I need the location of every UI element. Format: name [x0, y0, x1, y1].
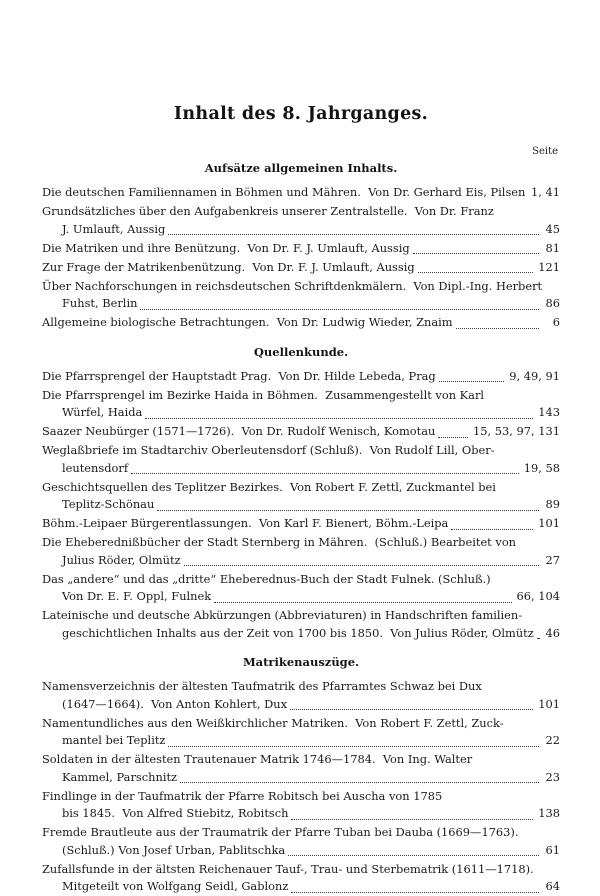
entry-text: Über Nachforschungen in reichsdeutschen Schriftdenkmälern. Von Dipl.-Ing. Herbert: [42, 278, 543, 293]
entry-page-number: 64: [545, 879, 560, 893]
entry-text: mantel bei Teplitz: [62, 733, 166, 747]
dot-leader: [448, 520, 536, 533]
entry-line: [42, 678, 560, 696]
entry-line: [42, 240, 560, 258]
list-item[interactable]: [42, 571, 560, 606]
entry-line: [42, 571, 560, 589]
dot-leader: [472, 756, 542, 769]
entry-page-number: 27: [545, 552, 560, 567]
dot-leader: [525, 189, 529, 202]
entry-page-number: 46: [545, 625, 560, 640]
entry-line: [42, 423, 560, 441]
entry-line: [42, 479, 560, 497]
dot-leader: [287, 700, 536, 713]
list-item[interactable]: [42, 203, 560, 238]
list-item[interactable]: [42, 479, 560, 514]
entry-text: Würfel, Haida: [62, 405, 143, 419]
entry-page-number: 15, 53, 97, 131: [473, 424, 560, 438]
dot-leader: [154, 501, 542, 514]
entry-page-number: 89: [545, 497, 560, 511]
list-item[interactable]: [42, 184, 560, 202]
entry-text: Allgemeine biologische Betrachtungen. Von Dr. Ludwig Wieder, Znaim: [42, 315, 453, 329]
list-item[interactable]: [42, 240, 560, 258]
dot-leader: [504, 719, 542, 732]
entry-list: [42, 368, 560, 643]
dot-leader: [495, 447, 542, 460]
entry-line: [42, 715, 560, 733]
entry-line: [42, 805, 560, 823]
entry-text: Zufallsfunde in der ältsten Reichenauer Tauf-, Trau- und Sterbematrik (1611—1718).: [42, 861, 534, 876]
entry-page-number: 101: [538, 696, 560, 711]
entry-text: Weglaßbriefe im Stadtarchiv Oberleutensdorf (Schluß). Von Rudolf Lill, Ober-: [42, 443, 495, 457]
dot-leader: [522, 612, 542, 625]
entry-page-number: 6: [552, 315, 560, 329]
entry-text: Soldaten in der ältesten Trautenauer Matrik 1746—1784. Von Ing. Walter: [42, 752, 473, 766]
dot-leader: [491, 575, 542, 588]
page-column-label: Seite: [532, 146, 558, 157]
dot-leader: [142, 409, 536, 422]
entry-text: Namensverzeichnis der ältesten Taufmatrik des Pfarramtes Schwaz bei Dux: [42, 679, 482, 693]
entry-page-number: 138: [538, 806, 560, 820]
dot-leader: [288, 810, 536, 823]
dot-leader: [410, 244, 542, 257]
dot-leader: [177, 773, 542, 786]
list-item[interactable]: [42, 423, 560, 441]
entry-line: [42, 824, 560, 842]
dot-leader: [442, 792, 542, 805]
table-of-contents: [42, 161, 560, 896]
entry-text: Böhm.-Leipaer Bürgerentlassungen. Von Karl F. Bienert, Böhm.-Leipa: [42, 516, 449, 530]
dot-leader: [415, 263, 537, 276]
entry-text: Die deutschen Familiennamen in Böhmen und Mähren. Von Dr. Gerhard Eis, Pilsen: [42, 185, 526, 199]
dot-leader: [211, 593, 514, 606]
list-item[interactable]: [42, 387, 560, 422]
entry-text: Die Eheberednißbücher der Stadt Sternberg in Mähren. (Schluß.) Bearbeitet von: [42, 535, 517, 549]
entry-text: Das „andere“ und das „dritte“ Eheberednus-Buch der Stadt Fulnek. (Schluß.): [42, 571, 491, 586]
list-item[interactable]: [42, 861, 560, 896]
dot-leader: [128, 464, 522, 477]
entry-page-number: 121: [538, 259, 560, 274]
entry-line: [42, 732, 560, 750]
list-item[interactable]: [42, 259, 560, 277]
section-heading: Quellenkunde.: [253, 344, 349, 359]
list-item[interactable]: [42, 314, 560, 332]
entry-text: Kammel, Parschnitz: [62, 769, 178, 784]
entry-page-number: 22: [545, 733, 560, 747]
entry-line: [42, 607, 560, 625]
dot-leader: [534, 865, 542, 878]
dot-leader: [496, 483, 542, 496]
entry-page-number: 19, 58: [523, 460, 560, 475]
dot-leader: [482, 683, 542, 696]
entry-text: Die Matriken und ihre Benützung. Von Dr. F. J. Umlauft, Aussig: [42, 240, 410, 255]
entry-line: [42, 534, 560, 552]
entry-list: [42, 678, 560, 896]
entry-line: [42, 295, 560, 313]
dot-leader: [288, 883, 542, 896]
dot-leader: [137, 300, 542, 313]
entry-text: (Schluß.) Von Josef Urban, Pablitschka: [62, 842, 286, 857]
entry-line: [42, 221, 560, 239]
entry-text: Saazer Neubürger (1571—1726). Von Dr. Rudolf Wenisch, Komotau: [42, 424, 436, 438]
entry-text: Julius Röder, Olmütz: [62, 552, 181, 567]
list-item[interactable]: [42, 715, 560, 750]
entry-text: Lateinische und deutsche Abkürzungen (Abbreviaturen) in Handschriften familien-: [42, 608, 523, 622]
entry-page-number: 9, 49, 91: [509, 368, 560, 383]
entry-text: J. Umlauft, Aussig: [62, 221, 166, 236]
list-item[interactable]: [42, 368, 560, 386]
entry-line: [42, 314, 560, 332]
list-item[interactable]: [42, 788, 560, 823]
entry-page-number: 86: [545, 296, 560, 310]
entry-text: Mitgeteilt von Wolfgang Seidl, Gablonz: [62, 879, 289, 893]
dot-leader: [435, 428, 471, 441]
page-title: Inhalt des 8. Jahrganges.: [173, 104, 429, 124]
list-item[interactable]: [42, 534, 560, 569]
dot-leader: [534, 629, 542, 642]
entry-text: Grundsätzliches über den Aufgabenkreis unserer Zentralstelle. Von Dr. Franz: [42, 204, 494, 218]
section-heading: Aufsätze allgemeinen Inhalts.: [204, 161, 398, 175]
entry-page-number: 143: [538, 405, 560, 419]
entry-line: [42, 842, 560, 860]
entry-page-number: 66, 104: [516, 589, 560, 603]
dot-leader: [484, 391, 542, 404]
entry-page-number: 101: [538, 516, 560, 530]
dot-leader: [519, 829, 543, 842]
entry-line: [42, 625, 560, 643]
dot-leader: [516, 539, 542, 552]
entry-line: [42, 368, 560, 386]
dot-leader: [494, 208, 542, 221]
entry-line: [42, 552, 560, 570]
dot-leader: [181, 556, 542, 569]
entry-line: [42, 515, 560, 533]
entry-line: [42, 460, 560, 478]
entry-text: Fremde Brautleute aus der Traumatrik der Pfarre Tuban bei Dauba (1669—1763).: [42, 825, 519, 839]
entry-line: [42, 861, 560, 879]
entry-page-number: 61: [545, 842, 560, 857]
entry-text: Von Dr. E. F. Oppl, Fulnek: [62, 589, 212, 603]
entry-line: [42, 751, 560, 769]
entry-page-number: 81: [545, 240, 560, 255]
entry-text: Die Pfarrsprengel der Hauptstadt Prag. Von Dr. Hilde Lebeda, Prag: [42, 368, 436, 383]
list-item[interactable]: [42, 278, 560, 313]
entry-text: Namentundliches aus den Weißkirchlicher Matriken. Von Robert F. Zettl, Zuck-: [42, 715, 504, 730]
dot-leader: [165, 225, 542, 238]
list-item[interactable]: [42, 678, 560, 713]
list-item[interactable]: [42, 751, 560, 786]
entry-page-number: 23: [545, 769, 560, 784]
list-item[interactable]: [42, 515, 560, 533]
entry-line: [42, 184, 560, 202]
entry-line: [42, 769, 560, 787]
dot-leader: [165, 737, 542, 750]
entry-line: [42, 442, 560, 460]
entry-line: [42, 203, 560, 221]
entry-text: Die Pfarrsprengel im Bezirke Haida in Böhmen. Zusammengestellt von Karl: [42, 387, 485, 402]
list-item[interactable]: [42, 607, 560, 642]
entry-list: [42, 184, 560, 332]
entry-line: [42, 496, 560, 514]
entry-text: (1647—1664). Von Anton Kohlert, Dux: [62, 696, 288, 711]
entry-line: [42, 404, 560, 422]
entry-line: [42, 696, 560, 714]
entry-text: Fuhst, Berlin: [62, 296, 138, 310]
entry-text: leutensdorf: [62, 460, 129, 475]
list-item[interactable]: [42, 824, 560, 859]
entry-text: geschichtlichen Inhalts aus der Zeit von 1700 bis 1850. Von Julius Röder, Olmütz: [62, 625, 534, 640]
list-item[interactable]: [42, 442, 560, 477]
entry-line: [42, 588, 560, 606]
entry-text: Geschichtsquellen des Teplitzer Bezirkes. Von Robert F. Zettl, Zuckmantel bei: [42, 479, 496, 494]
entry-page-number: 45: [545, 221, 560, 236]
section-heading: Matrikenauszüge.: [242, 655, 360, 669]
dot-leader: [436, 372, 508, 385]
entry-text: bis 1845. Von Alfred Stiebitz, Robitsch: [62, 806, 289, 820]
entry-line: [42, 788, 560, 806]
dot-leader: [453, 319, 542, 332]
entry-text: Teplitz-Schönau: [62, 497, 155, 511]
entry-page-number: 1, 41: [531, 185, 560, 199]
entry-line: [42, 387, 560, 405]
entry-text: Findlinge in der Taufmatrik der Pfarre Robitsch bei Auscha von 1785: [42, 788, 443, 803]
entry-line: [42, 259, 560, 277]
entry-line: [42, 878, 560, 896]
entry-text: Zur Frage der Matrikenbenützung. Von Dr. F. J. Umlauft, Aussig: [42, 259, 415, 274]
entry-line: [42, 278, 560, 296]
